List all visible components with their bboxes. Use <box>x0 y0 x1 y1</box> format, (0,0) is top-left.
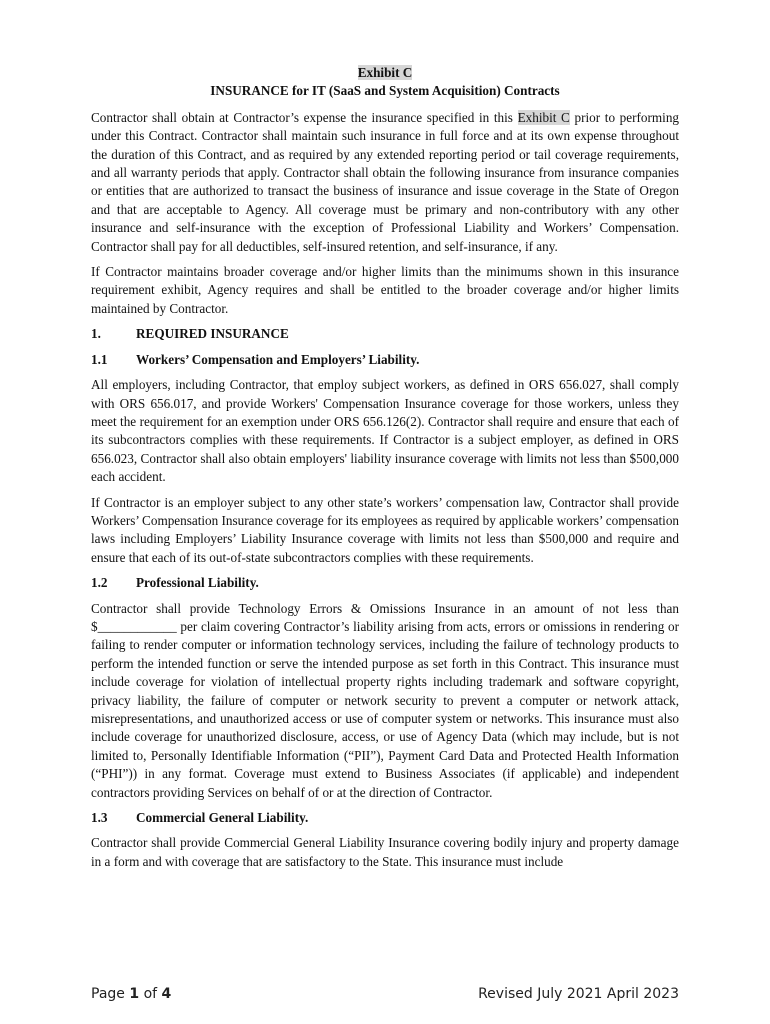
section-1-2-heading: 1.2 Professional Liability. <box>91 575 259 591</box>
page-footer <box>91 986 679 1002</box>
exhibit-reference-highlight: Exhibit C <box>517 109 570 125</box>
revision-date: Revised July 2021 April 2023 <box>478 986 679 1002</box>
section-1-2-paragraph: Contractor shall provide Technology Errors & Omissions Insurance in an amount of not less than $____________ per claim covering Contractor’s liability arising from acts, errors or omissions in rendering or failing to render computer or information technology services, including the failure of technology products to perform the intended function or serve the intended purpose as set forth in this Contract. This insurance must include coverage for violation of intellectual property rights including trademark and software copyright, privacy liability, the failure of computer or network security to prevent a computer or network attack, misrepresentations, and unauthorized access or use of computer system or networks. This insurance must also include coverage for unauthorized disclosure, access, or use of Agency Data (which may include, but is not limited to, Personally Identifiable Information (“PII”), Payment Card Data and Protected Health Information (“PHI”)) in any format. Coverage must extend to Business Associates (if applicable) and independent contractors providing Services on behalf of or at the direction of Contractor. <box>91 600 679 800</box>
document-body <box>91 64 679 871</box>
section-1-3-heading: 1.3 Commercial General Liability. <box>91 810 309 826</box>
section-1-1-paragraph-2: If Contractor is an employer subject to any other state’s workers’ compensation law, Contractor shall provide Workers’ Compensation Insurance coverage for its employees as required by applicable workers’ compensation laws including Employers’ Liability Insurance coverage with limits not less than $500,000 and require and ensure that each of its out-of-state subcontractors complies with these requirements. <box>91 494 680 565</box>
document-title: INSURANCE for IT (SaaS and System Acquisition) Contracts <box>210 83 560 99</box>
page-number: Page 1 of 4 <box>91 986 172 1002</box>
section-1-1-paragraph-1: All employers, including Contractor, that employ subject workers, as defined in ORS 656.027, shall comply with ORS 656.017, and provide Workers' Compensation Insurance coverage for those workers, unless they meet the requirement for an exemption under ORS 656.126(2). Contractor shall require and ensure that each of its subcontractors complies with these requirements. If Contractor is a subject employer, as defined in ORS 656.023, Contractor shall also obtain employers' liability insurance coverage with limits not less than $500,000 each accident. <box>91 377 679 485</box>
section-1-heading: 1. REQUIRED INSURANCE <box>91 326 289 342</box>
section-1-1-heading: 1.1 Workers’ Compensation and Employers’ Liability. <box>91 351 420 367</box>
exhibit-label: Exhibit C <box>357 65 413 80</box>
intro-paragraph-1: Contractor shall obtain at Contractor’s expense the insurance specified in this Exhibit C prior to performing under this Contract. Contractor shall maintain such insurance in full force and at its own expense throughout the duration of this Contract, and as required by any extended reporting period or tail coverage requirements, and all warranty periods that apply. Contractor shall obtain the following insurance from insurance companies or entities that are authorized to transact the business of insurance and issue coverage in the State of Oregon and that are acceptable to Agency. All coverage must be primary and non-contributory with any other insurance and self-insurance with the exception of Professional Liability and Workers’ Compensation. Contractor shall pay for all deductibles, self-insured retention, and self-insurance, if any. <box>91 109 680 254</box>
section-1-3-paragraph: Contractor shall provide Commercial General Liability Insurance covering bodily injury and property damage in a form and with coverage that are satisfactory to the State. This insurance must include <box>91 835 679 869</box>
intro-paragraph-2: If Contractor maintains broader coverage and/or higher limits than the minimums shown in this insurance requirement exhibit, Agency requires and shall be entitled to the broader coverage and/or higher limits maintained by Contractor. <box>91 264 679 316</box>
